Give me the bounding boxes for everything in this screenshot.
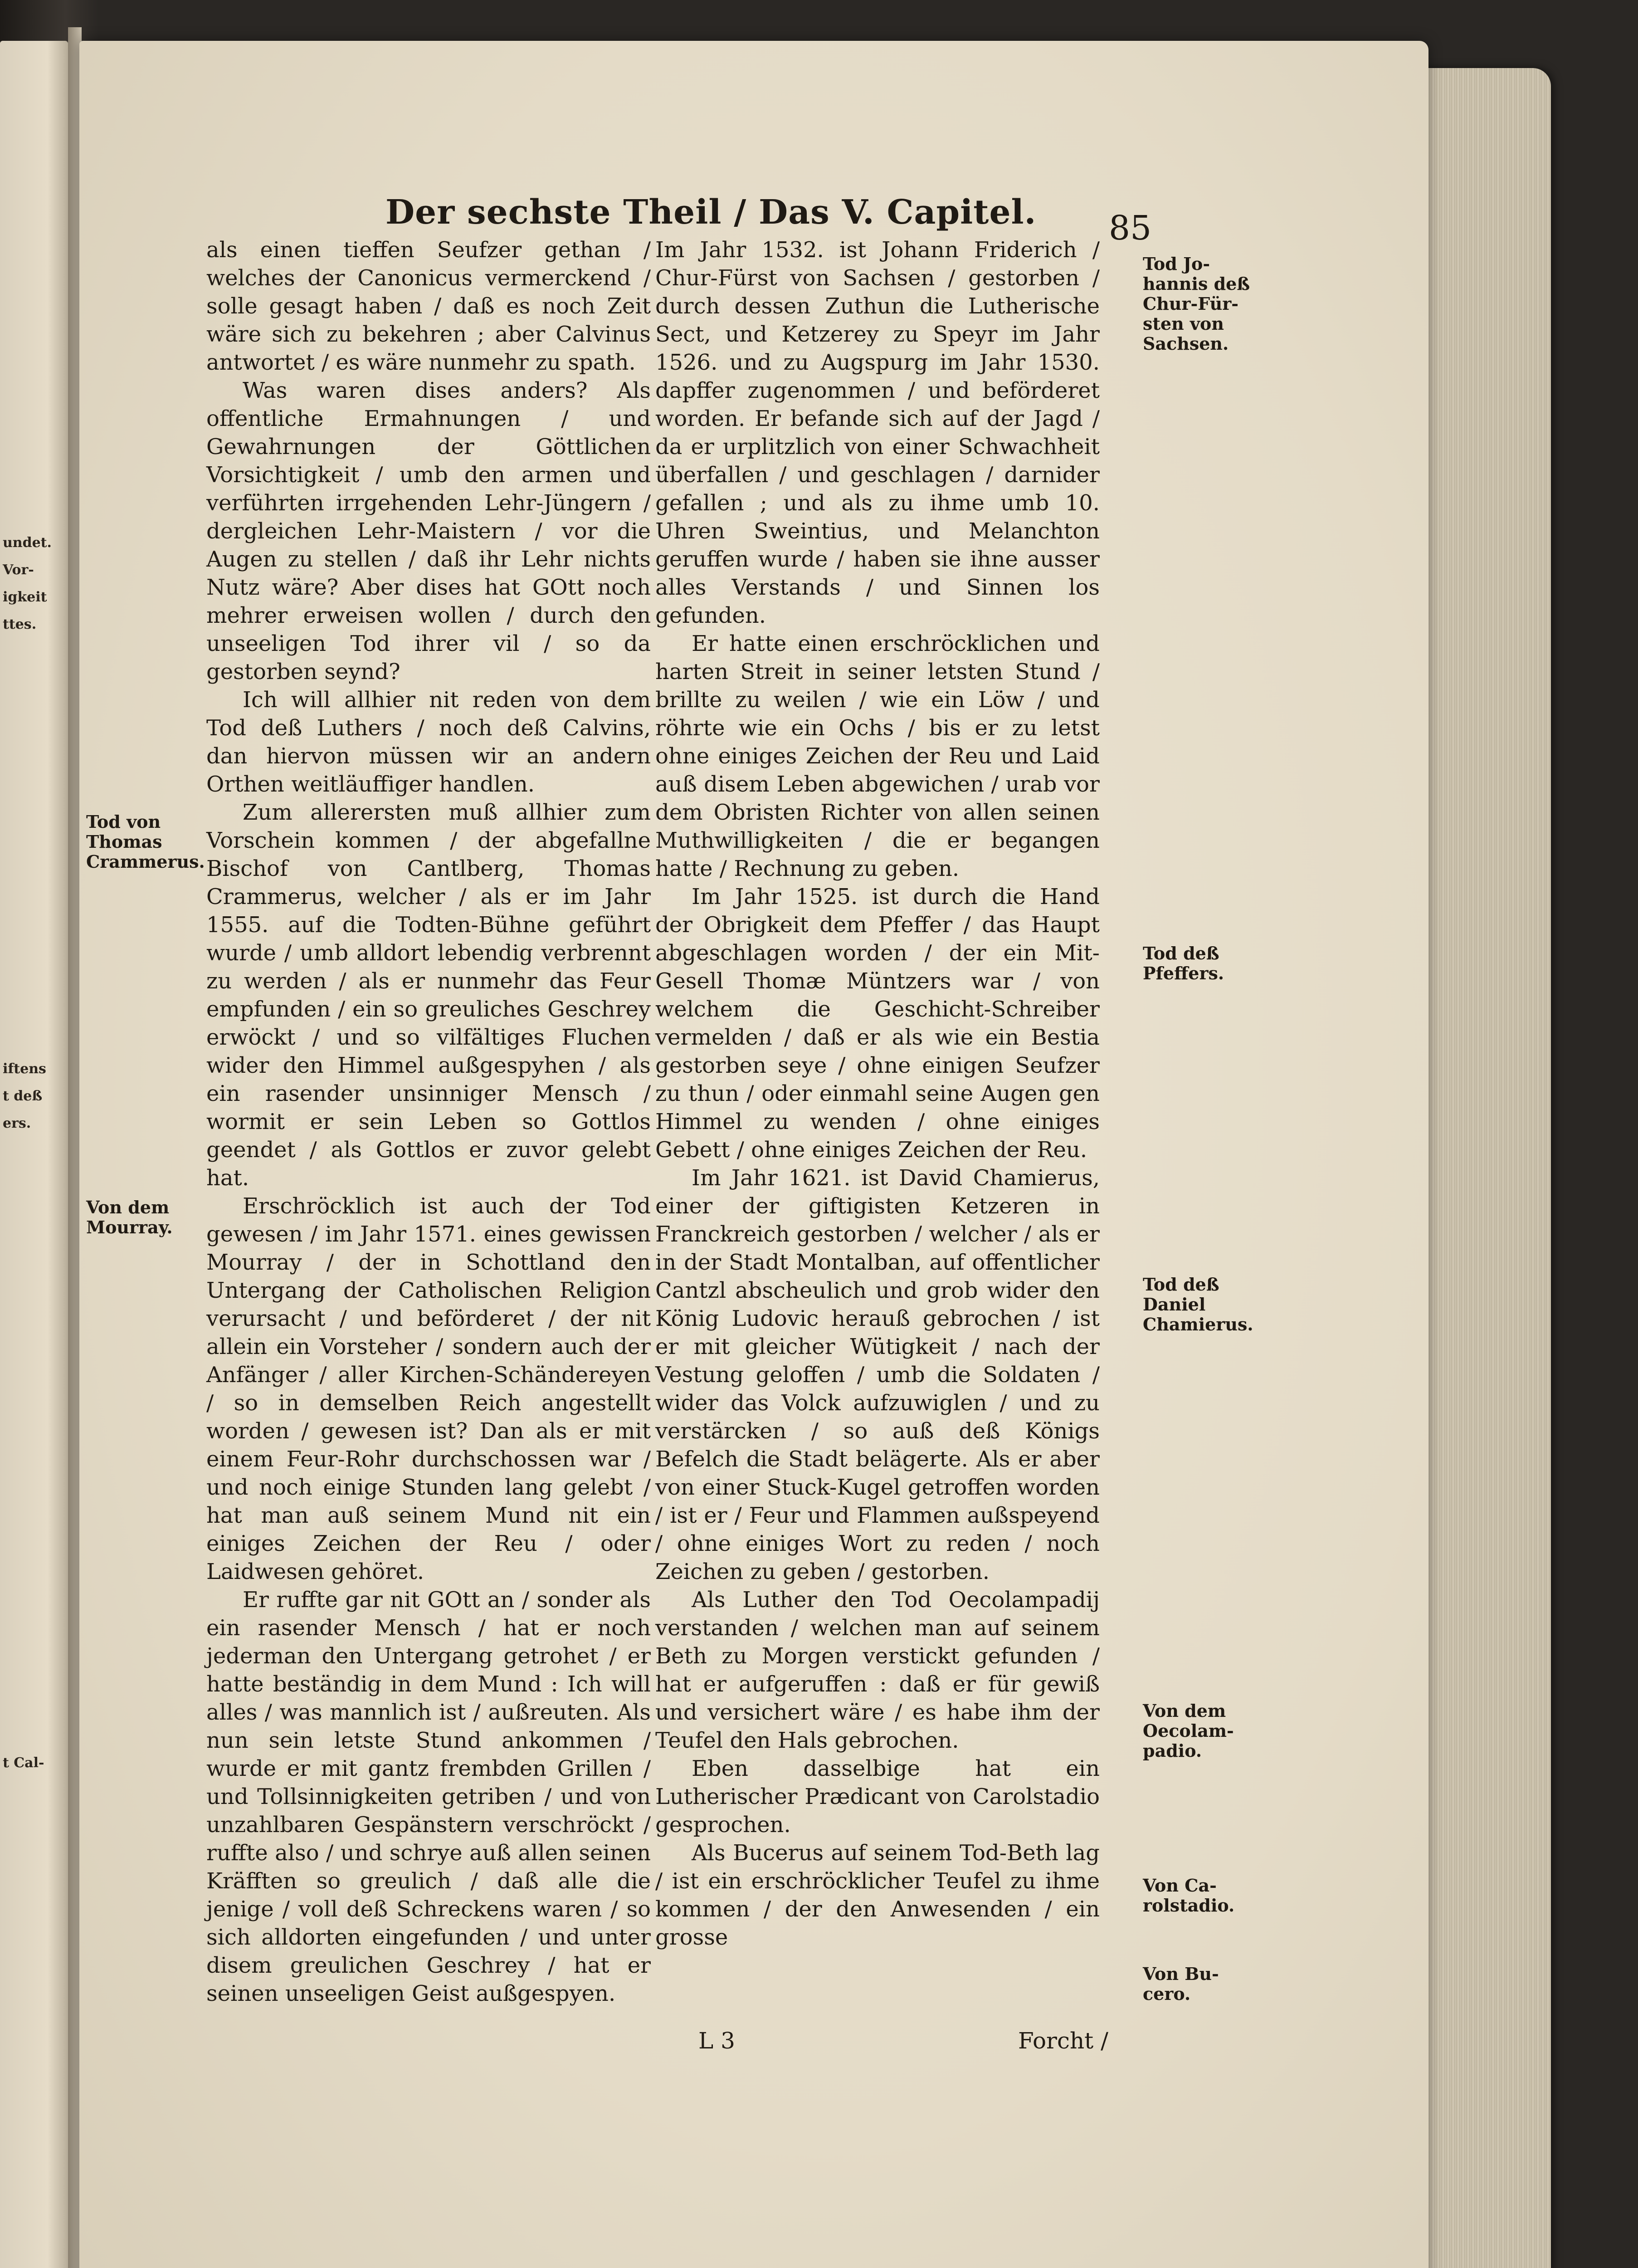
margin-note-line: Von dem — [86, 1197, 170, 1217]
margin-note-line: Tod deß — [1143, 1274, 1219, 1295]
paragraph: Als Luther den Tod Oecolampadij verstanden / welchen man auf seinem Beth zu Morgen verstickt gefunden / hat er aufgeruffen : daß er für gewiß und versichert wäre / es habe ihm der Teufel den Hals gebrochen. — [655, 1587, 1100, 1753]
margin-note-line: Tod Jo- — [1143, 254, 1210, 274]
paragraph: Zum allerersten muß allhier zum Vorschein kommen / der abgefallne Bischof von Cantlberg, Thomas Crammerus, welcher / als er im Jahr 1555. auf die Todten-Bühne geführt wurde / umb alldort lebendig verbrennt zu werden / als er nunmehr das Feur empfunden / ein so greuliches Geschrey erwöckt / und so vilfältiges Fluchen wider den Himmel außgespyhen / als ein rasender unsinniger Mensch / wormit er sein Leben so Gottlos geendet / als Gottlos er zuvor gelebt hat. — [206, 800, 651, 1191]
paragraph: Erschröcklich ist auch der Tod gewesen / im Jahr 1571. eines gewissen Mourray / der in Schottland den Untergang der Catholischen Religion verursacht / und beförderet / der nit allein ein Vorsteher / sondern auch der Anfänger / aller Kirchen-Schändereyen / so in demselben Reich angestellt worden / gewesen ist? Dan als er mit einem Feur-Rohr durchschossen war / und noch einige Stunden lang gelebt / hat man auß seinem Mund nit ein einiges Zeichen der Reu / oder Laidwesen gehöret. — [206, 1193, 651, 1584]
page-number: 85 — [1109, 209, 1152, 248]
left-page-fragment: undet. — [3, 535, 52, 551]
margin-note-line: sten von — [1143, 313, 1224, 334]
margin-note-line: Mourray. — [86, 1217, 173, 1237]
paragraph: Was waren dises anders? Als offentliche Ermahnungen / und Gewahrnungen der Göttlichen Vorsichtigkeit / umb den armen und verführten irrgehenden Lehr-Jüngern / dergleichen Lehr-Maistern / vor die Augen zu stellen / daß ihr Lehr nichts Nutz wäre? Aber dises hat GOtt noch mehrer erweisen wollen / durch den unseeligen Tod ihrer vil / so da gestorben seynd? — [206, 378, 651, 684]
margin-note-line: rolstadio. — [1143, 1895, 1235, 1916]
margin-note-line: Von dem — [1143, 1701, 1226, 1721]
paragraph: Er hatte einen erschröcklichen und harten Streit in seiner letsten Stund / brillte zu weilen / wie ein Löw / und röhrte wie ein Ochs / bis er zu letst ohne einiges Zeichen der Reu und Laid auß disem Leben abgewichen / urab vor dem Obristen Richter von allen seinen Muthwilligkeiten / die er begangen hatte / Rechnung zu geben. — [655, 631, 1100, 881]
margin-note-bucero — [1143, 1964, 1256, 2004]
signature-mark: L 3 — [698, 2028, 735, 2054]
paragraph: Im Jahr 1532. ist Johann Friderich / Chur-Fürst von Sachsen / gestorben / durch dessen Zuthun die Lutherische Sect, und Ketzerey zu Speyr im Jahr 1526. und zu Augspurg im Jahr 1530. dapffer zugenommen / und beförderet worden. Er befande sich auf der Jagd / da er urplitzlich von einer Schwachheit überfallen / und geschlagen / darnider gefallen ; und als zu ihme umb 10. Uhren Sweintius, und Melanchton geruffen wurde / haben sie ihne ausser alles Verstands / und Sinnen los gefunden. — [655, 237, 1100, 628]
paragraph: Im Jahr 1621. ist David Chamierus, einer der giftigisten Ketzeren in Franckreich gestorben / welcher / als er in der Stadt Montalban, auf offentlicher Cantzl abscheulich und grob wider den König Ludovic herauß gebrochen / ist er mit gleicher Wütigkeit / nach der Vestung geloffen / umb die Soldaten / wider das Volck aufzuwiglen / und zu verstärcken / so auß deß Königs Befelch die Stadt belägerte. Als er aber von einer Stuck-Kugel getroffen worden / ist er / Feur und Flammen außspeyend / ohne einiges Wort zu reden / noch Zeichen zu geben / gestorben. — [655, 1165, 1100, 1584]
left-page-fragment: Vor- — [3, 562, 34, 578]
margin-note-line: padio. — [1143, 1740, 1202, 1761]
margin-note-line: Tod deß — [1143, 943, 1219, 963]
left-page-fragment: ers. — [3, 1115, 31, 1131]
margin-note-line: Chamierus. — [1143, 1314, 1253, 1334]
left-facing-page — [0, 41, 68, 2268]
paragraph: Er ruffte gar nit GOtt an / sonder als ein rasender Mensch / hat er noch jederman den Untergang getrohet / er hatte beständig in dem Mund : Ich will alles / was mannlich ist / außreuten. Als nun sein letste Stund ankommen / wurde er mit gantz frembden Grillen / und Tollsinnigkeiten getriben / und von unzahlbaren Gespänstern verschröckt / ruffte also / und schrye auß allen seinen Kräfften so greulich / daß alle die jenige / voll deß Schreckens waren / so sich alldorten eingefunden / und unter disem greulichen Geschrey / hat er seinen unseeligen Geist außgespyen. — [206, 1587, 651, 2006]
margin-note-mourray — [86, 1198, 200, 1237]
margin-note-line: Sachsen. — [1143, 333, 1229, 354]
margin-note-line: hannis deß — [1143, 274, 1250, 294]
paragraph: als einen tieffen Seufzer gethan / welches der Canonicus vermerckend / solle gesagt haben / daß es noch Zeit wäre sich zu bekehren ; aber Calvinus antwortet / es wäre nunmehr zu spath. — [206, 237, 651, 375]
margin-note-line: Oecolam- — [1143, 1721, 1234, 1741]
page-edges — [1415, 68, 1551, 2268]
margin-note-line: Von Bu- — [1143, 1964, 1219, 1984]
margin-note-line: cero. — [1143, 1984, 1191, 2004]
running-head: Der sechste Theil / Das V. Capitel. — [385, 193, 1037, 232]
margin-note-line: Thomas — [86, 831, 162, 852]
left-page-fragment: iftens — [3, 1061, 46, 1077]
margin-note-line: Chur-Für- — [1143, 293, 1239, 314]
paragraph: Im Jahr 1525. ist durch die Hand der Obrigkeit dem Pfeffer / das Haupt abgeschlagen worden / der ein Mit-Gesell Thomæ Müntzers war / von welchem die Geschicht-Schreiber vermelden / daß er als wie ein Bestia gestorben seye / ohne einigen Seufzer zu thun / oder einmahl seine Augen gen Himmel zu wenden / ohne einiges Gebett / ohne einiges Zeichen der Reu. — [655, 884, 1100, 1163]
margin-note-line: Pfeffers. — [1143, 963, 1224, 983]
margin-note-carolstadio — [1143, 1876, 1256, 1916]
margin-note-pfeffer — [1143, 943, 1256, 983]
margin-note-line: Crammerus. — [86, 851, 205, 872]
margin-note-line: Von Ca- — [1143, 1875, 1217, 1896]
left-page-fragment: igkeit — [3, 589, 47, 605]
margin-note-johann — [1143, 254, 1256, 354]
margin-note-line: Daniel — [1143, 1294, 1206, 1315]
left-page-fragment: t Cal- — [3, 1755, 44, 1771]
right-column — [655, 236, 1100, 1951]
left-page-fragment: t deß — [3, 1088, 43, 1104]
left-column — [206, 236, 651, 2008]
margin-note-line: Tod von — [86, 811, 161, 832]
margin-note-chamierus — [1143, 1275, 1256, 1334]
margin-note-cranmer — [86, 811, 205, 872]
margin-note-oecolampadio — [1143, 1701, 1256, 1761]
left-page-fragment: ttes. — [3, 616, 37, 632]
paragraph: Eben dasselbige hat ein Lutherischer Prædicant von Carolstadio gesprochen. — [655, 1756, 1100, 1838]
catchword: Forcht / — [1018, 2028, 1108, 2054]
paragraph: Als Bucerus auf seinem Tod-Beth lag / ist ein erschröcklicher Teufel zu ihme kommen / der den Anwesenden / ein grosse — [655, 1840, 1100, 1950]
paragraph: Ich will allhier nit reden von dem Tod deß Luthers / noch deß Calvins, dan hiervon müssen wir an andern Orthen weitläuffiger handlen. — [206, 687, 651, 797]
